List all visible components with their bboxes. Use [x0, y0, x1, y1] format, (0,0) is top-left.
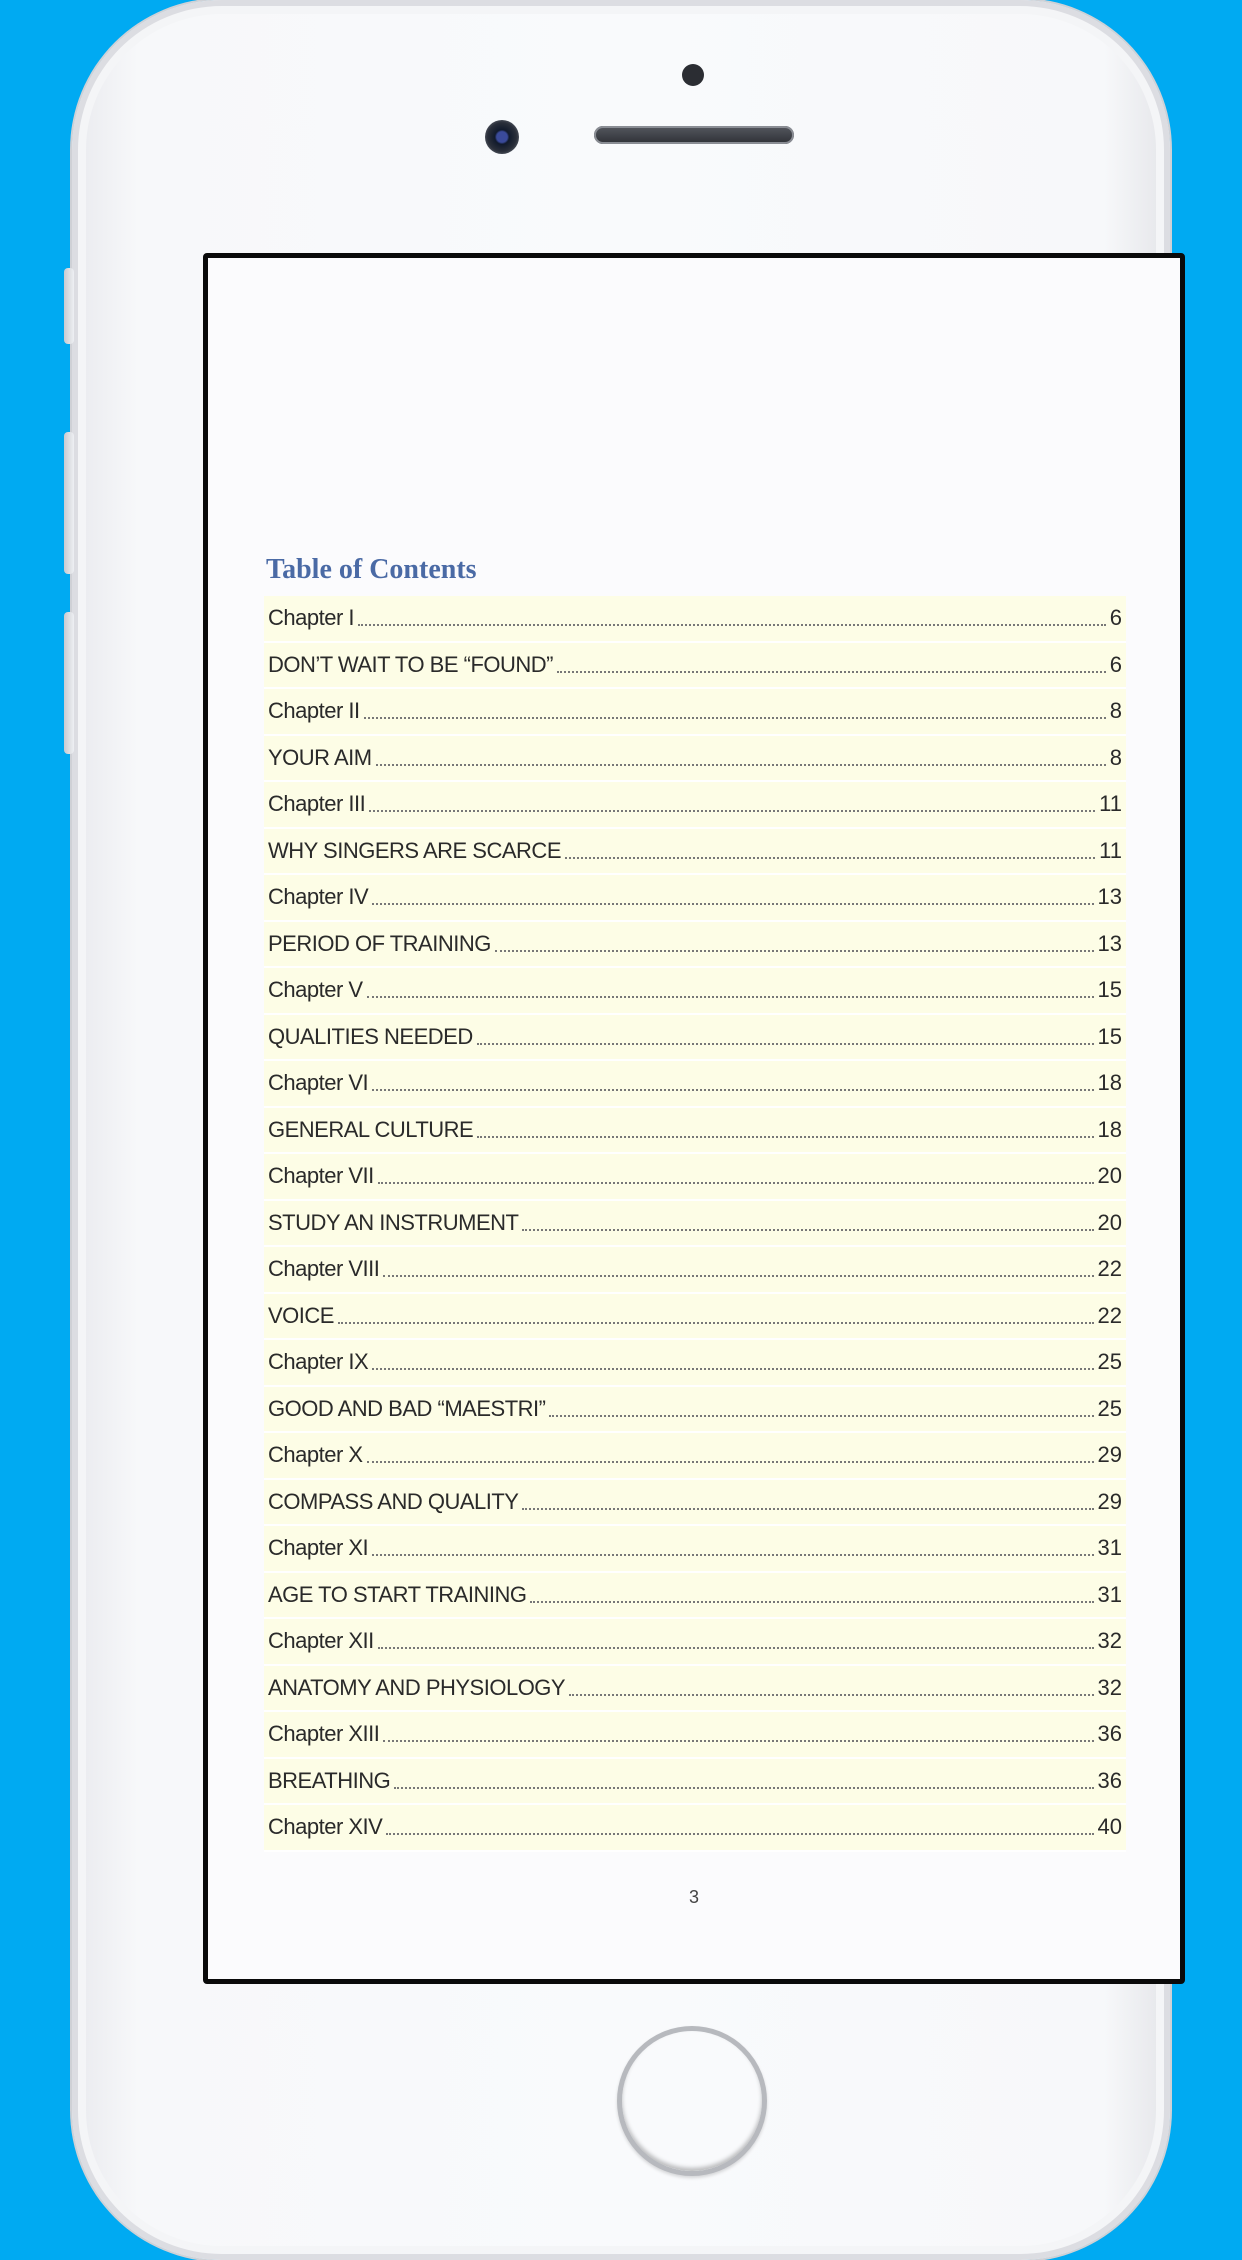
toc-dot-leader: [358, 624, 1106, 626]
toc-entry[interactable]: [264, 1573, 1126, 1620]
toc-dot-leader: [383, 1740, 1093, 1742]
toc-entry-page: 8: [1109, 698, 1122, 724]
toc-entry[interactable]: [264, 1666, 1126, 1713]
toc-entry-label: VOICE: [268, 1302, 334, 1328]
toc-dot-leader: [549, 1415, 1093, 1417]
toc-entry-label: WHY SINGERS ARE SCARCE: [268, 837, 561, 863]
toc-entry-label: GOOD AND BAD “MAESTRI”: [268, 1395, 546, 1421]
toc-dot-leader: [369, 810, 1095, 812]
front-camera-icon: [485, 120, 519, 154]
toc-entry-page: 11: [1099, 837, 1122, 863]
toc-entry-page: 15: [1097, 977, 1122, 1003]
toc-dot-leader: [557, 671, 1106, 673]
toc-dot-leader: [522, 1508, 1093, 1510]
toc-entry-page: 31: [1097, 1581, 1122, 1607]
toc-entry-label: Chapter V: [268, 977, 363, 1003]
toc-entry-page: 18: [1097, 1116, 1122, 1142]
toc-dot-leader: [372, 1089, 1093, 1091]
toc-entry[interactable]: [264, 1387, 1126, 1434]
toc-entry-page: 13: [1097, 884, 1122, 910]
toc-entry-label: COMPASS AND QUALITY: [268, 1488, 519, 1514]
toc-entry[interactable]: [264, 1154, 1126, 1201]
toc-entry-page: 29: [1097, 1488, 1122, 1514]
volume-up-button: [64, 432, 74, 574]
toc-entry-page: 29: [1097, 1442, 1122, 1468]
toc-entry-label: QUALITIES NEEDED: [268, 1023, 473, 1049]
toc-entry-label: Chapter VII: [268, 1163, 374, 1189]
toc-entry-page: 6: [1109, 651, 1122, 677]
toc-entry[interactable]: [264, 875, 1126, 922]
toc-entry[interactable]: [264, 1201, 1126, 1248]
toc-entry-page: 22: [1097, 1302, 1122, 1328]
toc-dot-leader: [364, 717, 1106, 719]
document-page[interactable]: [203, 253, 1185, 1984]
toc-entry[interactable]: [264, 1759, 1126, 1806]
toc-entry-page: 20: [1097, 1209, 1122, 1235]
toc-dot-leader: [378, 1647, 1094, 1649]
toc-dot-leader: [522, 1229, 1093, 1231]
toc-entry-label: Chapter II: [268, 698, 360, 724]
toc-entry[interactable]: [264, 1619, 1126, 1666]
toc-dot-leader: [383, 1275, 1093, 1277]
toc-entry-page: 25: [1097, 1349, 1122, 1375]
toc-dot-leader: [565, 857, 1095, 859]
toc-entry-page: 13: [1097, 930, 1122, 956]
toc-list: [264, 596, 1126, 1852]
toc-entry-page: 32: [1097, 1674, 1122, 1700]
toc-dot-leader: [569, 1694, 1093, 1696]
toc-entry[interactable]: [264, 1805, 1126, 1852]
toc-entry-label: Chapter I: [268, 605, 354, 631]
toc-entry-label: ANATOMY AND PHYSIOLOGY: [268, 1674, 566, 1700]
toc-dot-leader: [372, 1554, 1093, 1556]
toc-dot-leader: [338, 1322, 1094, 1324]
toc-entry[interactable]: [264, 1480, 1126, 1527]
toc-entry-label: Chapter XIV: [268, 1814, 383, 1840]
earpiece-speaker: [594, 126, 794, 144]
toc-entry[interactable]: [264, 596, 1126, 643]
toc-entry[interactable]: [264, 1061, 1126, 1108]
toc-entry[interactable]: [264, 829, 1126, 876]
toc-dot-leader: [372, 903, 1093, 905]
toc-dot-leader: [477, 1136, 1093, 1138]
toc-entry[interactable]: [264, 1712, 1126, 1759]
toc-entry-page: 11: [1099, 791, 1122, 817]
toc-dot-leader: [530, 1601, 1093, 1603]
toc-entry-label: Chapter XI: [268, 1535, 369, 1561]
toc-entry-page: 32: [1097, 1628, 1122, 1654]
toc-entry-page: 31: [1097, 1535, 1122, 1561]
toc-entry-label: GENERAL CULTURE: [268, 1116, 474, 1142]
toc-entry[interactable]: [264, 643, 1126, 690]
toc-entry-label: DON’T WAIT TO BE “FOUND”: [268, 651, 554, 677]
toc-entry-page: 22: [1097, 1256, 1122, 1282]
mute-switch: [64, 268, 74, 344]
toc-entry-label: Chapter III: [268, 791, 366, 817]
toc-dot-leader: [386, 1833, 1093, 1835]
toc-entry-label: STUDY AN INSTRUMENT: [268, 1209, 519, 1235]
toc-entry[interactable]: [264, 1526, 1126, 1573]
toc-entry-label: BREATHING: [268, 1767, 391, 1793]
toc-dot-leader: [367, 1461, 1094, 1463]
toc-entry-page: 8: [1109, 744, 1122, 770]
toc-entry[interactable]: [264, 689, 1126, 736]
toc-entry-label: Chapter X: [268, 1442, 363, 1468]
home-button-icon[interactable]: [617, 2026, 767, 2176]
toc-dot-leader: [372, 1368, 1093, 1370]
toc-entry[interactable]: [264, 1247, 1126, 1294]
toc-entry-label: Chapter IV: [268, 884, 369, 910]
toc-dot-leader: [378, 1182, 1094, 1184]
toc-dot-leader: [495, 950, 1094, 952]
toc-entry[interactable]: [264, 1340, 1126, 1387]
toc-entry-page: 40: [1097, 1814, 1122, 1840]
toc-entry[interactable]: [264, 1294, 1126, 1341]
toc-entry[interactable]: [264, 1433, 1126, 1480]
toc-entry[interactable]: [264, 968, 1126, 1015]
toc-entry-page: 15: [1097, 1023, 1122, 1049]
toc-entry[interactable]: [264, 922, 1126, 969]
proximity-sensor: [682, 64, 704, 86]
toc-entry-label: PERIOD OF TRAINING: [268, 930, 491, 956]
toc-entry[interactable]: [264, 1015, 1126, 1062]
toc-entry-page: 25: [1097, 1395, 1122, 1421]
toc-entry[interactable]: [264, 782, 1126, 829]
volume-down-button: [64, 612, 74, 754]
toc-entry-label: Chapter VIII: [268, 1256, 380, 1282]
toc-entry[interactable]: [264, 1108, 1126, 1155]
page-number: 3: [688, 1887, 699, 1907]
toc-entry-label: Chapter VI: [268, 1070, 369, 1096]
toc-entry-page: 20: [1097, 1163, 1122, 1189]
toc-entry-page: 6: [1109, 605, 1122, 631]
toc-entry-label: Chapter XIII: [268, 1721, 380, 1747]
phone-frame: [72, 0, 1170, 2260]
toc-dot-leader: [367, 996, 1094, 998]
toc-title: Table of Contents: [266, 554, 477, 585]
toc-entry-page: 36: [1097, 1767, 1122, 1793]
toc-entry-label: Chapter XII: [268, 1628, 374, 1654]
toc-entry-page: 18: [1097, 1070, 1122, 1096]
toc-entry-label: AGE TO START TRAINING: [268, 1581, 527, 1607]
toc-dot-leader: [394, 1787, 1093, 1789]
toc-entry[interactable]: [264, 736, 1126, 783]
toc-entry-label: YOUR AIM: [268, 744, 372, 770]
toc-dot-leader: [376, 764, 1106, 766]
toc-dot-leader: [477, 1043, 1094, 1045]
toc-entry-page: 36: [1097, 1721, 1122, 1747]
toc-entry-label: Chapter IX: [268, 1349, 369, 1375]
